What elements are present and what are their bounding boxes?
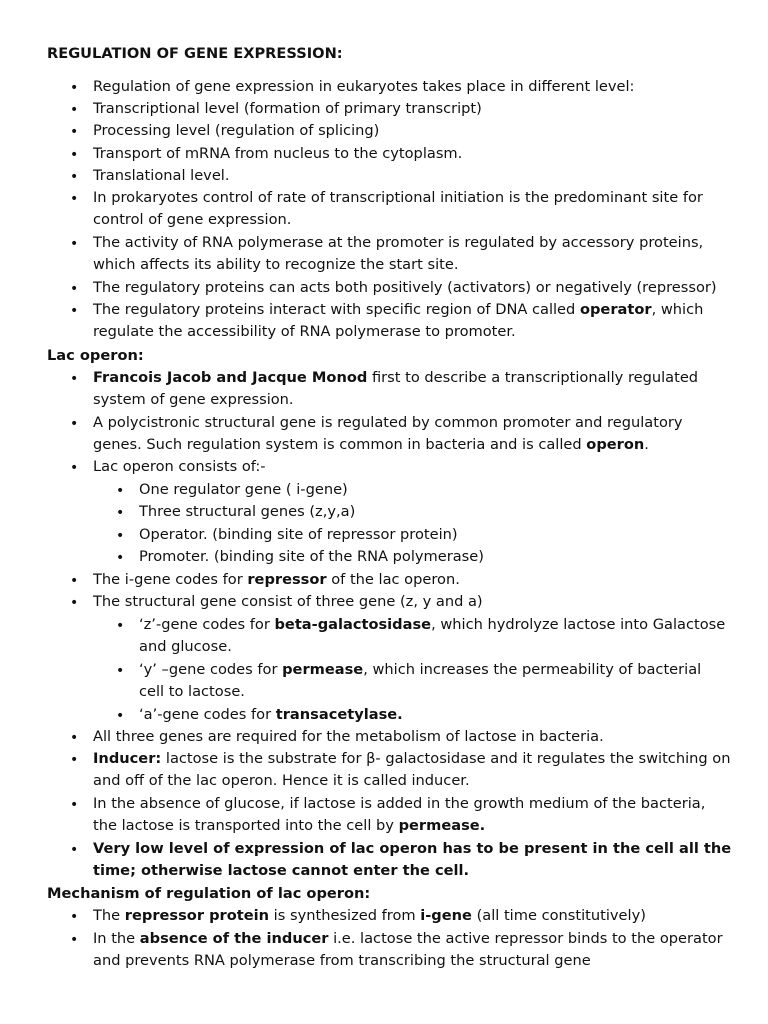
bullet-icon: • (116, 550, 125, 566)
sub-list-item: ‘a’-gene codes for transacetylase. (139, 706, 403, 723)
bullet-icon: • (70, 236, 79, 252)
list-item: In the absence of the inducer i.e. lactose the active repressor binds to the operator and prevents RNA polymerase from transcribing the structural gene (93, 930, 723, 970)
bullet-icon: • (70, 416, 79, 432)
section-heading-lac-operon: Lac operon: (47, 347, 144, 364)
bullet-icon: • (116, 708, 125, 724)
list-item: Very low level of expression of lac operon has to be present in the cell all the time; otherwise lactose cannot enter the cell. (93, 840, 732, 880)
list-item: Inducer: lactose is the substrate for β- galactosidase and it regulates the switching on and off of the lac operon. Hence it is called inducer. (93, 750, 731, 790)
bullet-icon: • (70, 124, 79, 140)
list-item: All three genes are required for the metabolism of lactose in bacteria. (93, 728, 604, 745)
list-item: The structural gene consist of three gene (z, y and a) (93, 593, 483, 610)
sub-list-item: Three structural genes (z,y,a) (139, 503, 356, 520)
sub-list-item: ‘y’ –gene codes for permease, which increases the permeability of bacterial cell to lactose. (139, 661, 702, 701)
bullet-icon: • (116, 483, 125, 499)
list-item: In prokaryotes control of rate of transcriptional initiation is the predominant site for control of gene expression. (93, 189, 703, 229)
list-item: The regulatory proteins interact with specific region of DNA called operator, which regulate the accessibility of RNA polymerase to promoter. (93, 301, 704, 341)
bullet-icon: • (116, 618, 125, 634)
bullet-icon: • (70, 169, 79, 185)
bullet-icon: • (70, 842, 79, 858)
bullet-icon: • (70, 909, 79, 925)
list-item: A polycistronic structural gene is regulated by common promoter and regulatory genes. Such regulation system is common in bacteria and is called operon. (93, 414, 683, 454)
sub-list-item: One regulator gene ( i-gene) (139, 481, 348, 498)
bullet-icon: • (70, 730, 79, 746)
sub-list-item: Promoter. (binding site of the RNA polymerase) (139, 548, 484, 565)
list-item: Processing level (regulation of splicing) (93, 122, 380, 139)
bullet-icon: • (70, 281, 79, 297)
bullet-icon: • (116, 528, 125, 544)
list-item: The repressor protein is synthesized from i-gene (all time constitutively) (93, 907, 646, 924)
list-item: In the absence of glucose, if lactose is added in the growth medium of the bacteria, the lactose is transported into the cell by permease. (93, 795, 706, 835)
list-item: Transcriptional level (formation of primary transcript) (93, 100, 482, 117)
bullet-icon: • (70, 573, 79, 589)
bullet-icon: • (70, 147, 79, 163)
bullet-icon: • (70, 797, 79, 813)
list-item: The activity of RNA polymerase at the promoter is regulated by accessory proteins, which affects its ability to recognize the start site. (93, 234, 704, 274)
list-item: The i-gene codes for repressor of the lac operon. (93, 571, 460, 588)
bullet-icon: • (116, 663, 125, 679)
bullet-icon: • (70, 932, 79, 948)
sub-list-item: Operator. (binding site of repressor protein) (139, 526, 458, 543)
bullet-icon: • (70, 80, 79, 96)
bullet-icon: • (116, 505, 125, 521)
sub-list-item: ‘z’-gene codes for beta-galactosidase, which hydrolyze lactose into Galactose and glucose. (139, 616, 726, 656)
list-item: Lac operon consists of:- (93, 458, 266, 475)
list-item: Francois Jacob and Jacque Monod first to describe a transcriptionally regulated system of gene expression. (93, 369, 699, 409)
bullet-icon: • (70, 752, 79, 768)
bullet-icon: • (70, 595, 79, 611)
list-item: Translational level. (93, 167, 230, 184)
list-item: Regulation of gene expression in eukaryotes takes place in different level: (93, 78, 635, 95)
bullet-icon: • (70, 191, 79, 207)
bullet-icon: • (70, 371, 79, 387)
list-item: Transport of mRNA from nucleus to the cytoplasm. (93, 145, 463, 162)
bullet-icon: • (70, 102, 79, 118)
bullet-icon: • (70, 303, 79, 319)
section-heading-mechanism: Mechanism of regulation of lac operon: (47, 885, 371, 902)
list-item: The regulatory proteins can acts both positively (activators) or negatively (repressor) (93, 279, 717, 296)
bullet-icon: • (70, 460, 79, 476)
document-title: REGULATION OF GENE EXPRESSION: (47, 45, 343, 62)
